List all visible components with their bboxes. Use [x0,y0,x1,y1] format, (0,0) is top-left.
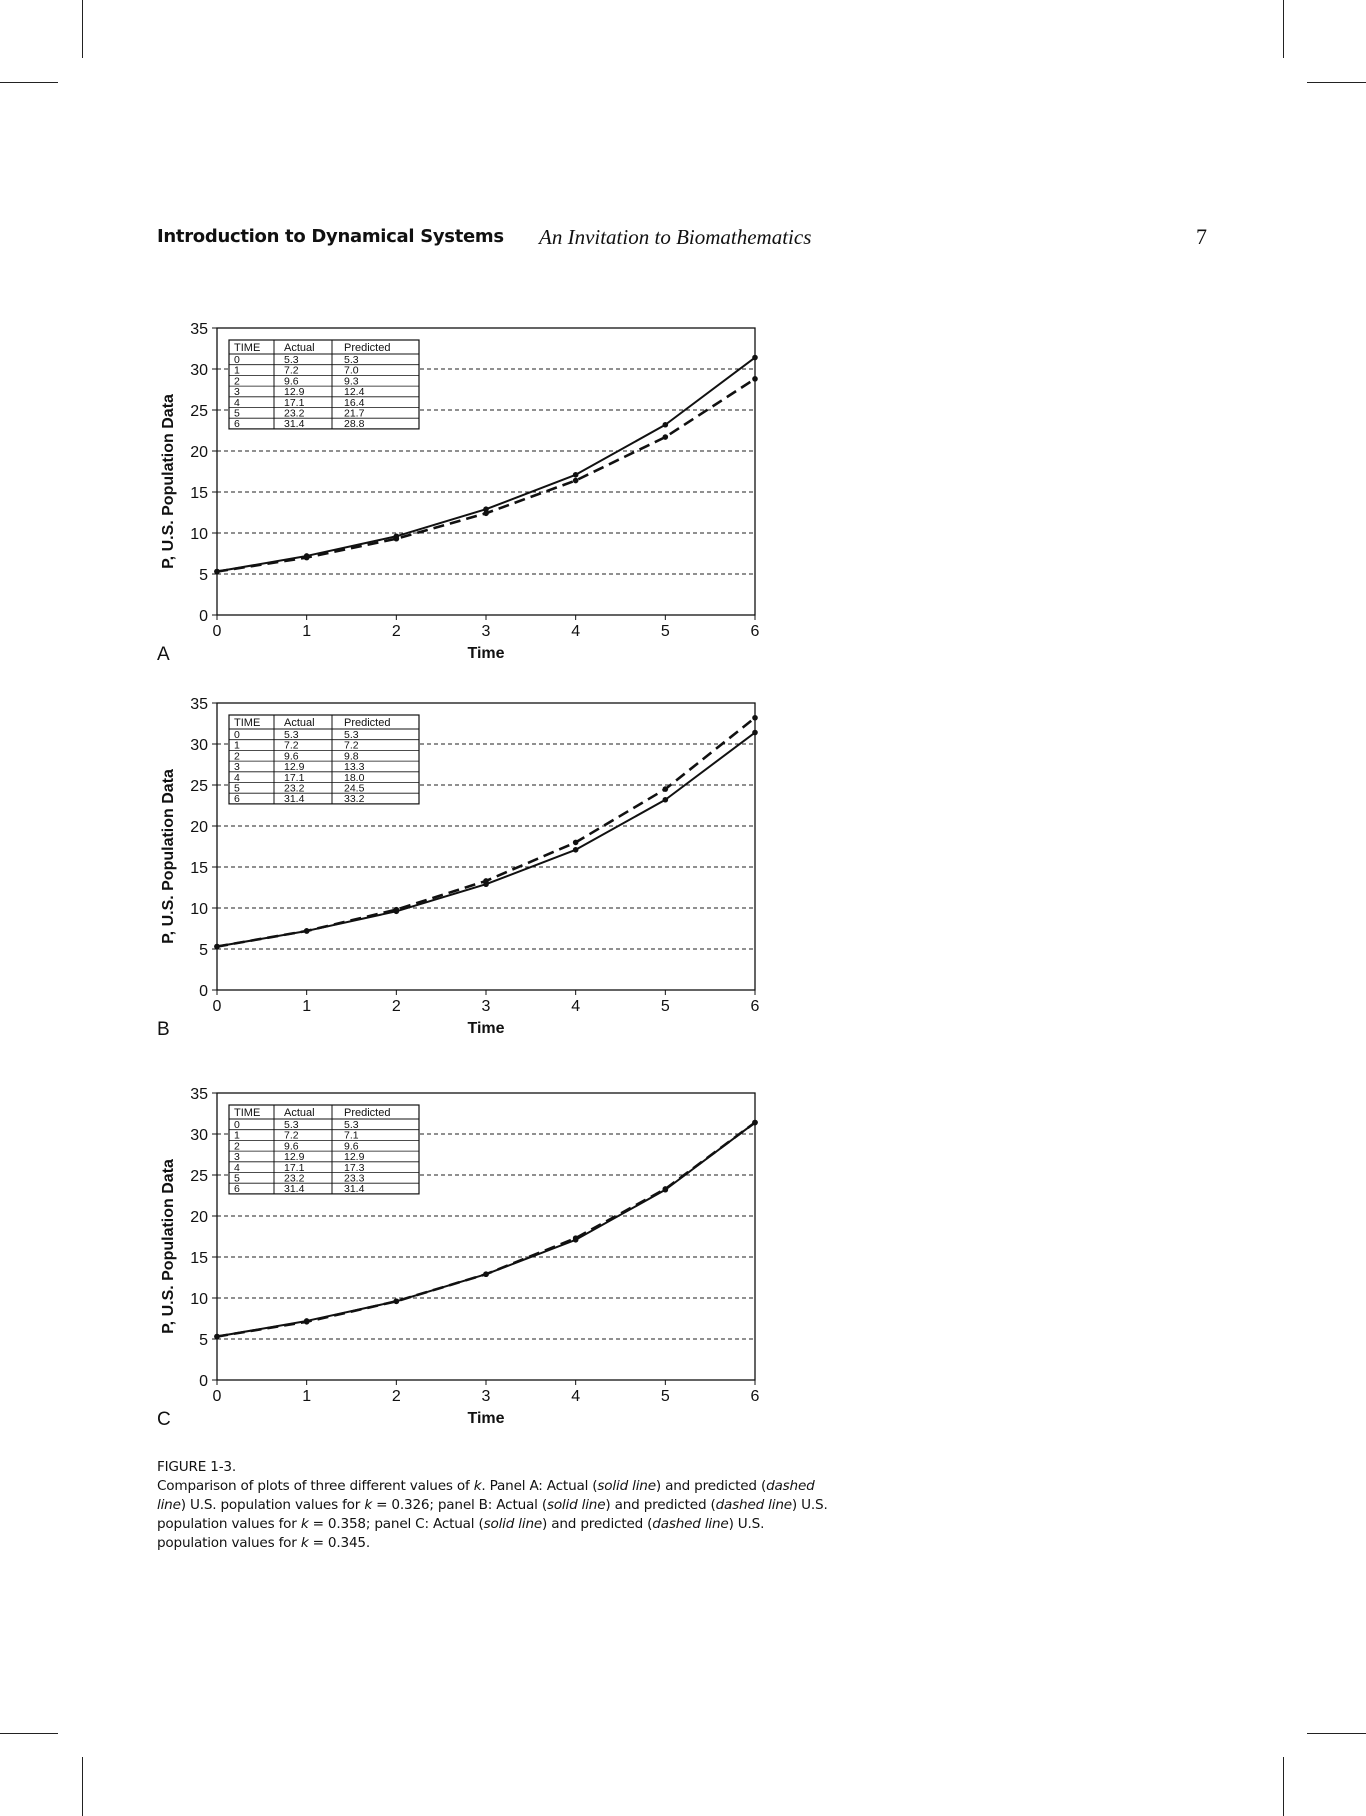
table-cell: 0 [234,1119,240,1131]
x-tick-label: 3 [481,1388,491,1405]
y-tick-label: 5 [199,567,208,584]
x-tick-label: 4 [571,998,581,1015]
y-tick-label: 35 [190,1086,208,1103]
table-cell: 1 [234,739,240,752]
table-cell: 9.6 [344,1140,359,1153]
y-tick-label: 20 [190,819,208,836]
panel-label: C [157,1409,171,1430]
table-cell: 28.8 [344,418,365,431]
x-tick-label: 6 [750,998,760,1015]
predicted-point [394,1298,400,1304]
table-header-cell: Actual [284,717,315,729]
predicted-point [573,1235,579,1241]
predicted-point [752,715,758,721]
table-cell: 3 [234,1151,240,1164]
table-header-cell: Predicted [344,342,391,354]
x-tick-label: 5 [660,1388,670,1405]
table-cell: 23.2 [284,407,305,420]
x-tick-label: 4 [571,623,581,640]
x-tick-label: 6 [750,1388,760,1405]
table-cell: 1 [234,364,240,377]
predicted-point [663,1186,669,1192]
x-tick-label: 0 [212,998,222,1015]
table-cell: 23.3 [344,1172,365,1185]
predicted-point [752,1120,758,1126]
y-tick-label: 25 [190,403,208,420]
table-cell: 23.2 [284,1172,305,1185]
x-axis-label: Time [467,1020,505,1037]
table-header-cell: Predicted [344,1107,391,1119]
x-tick-label: 0 [212,623,222,640]
table-header-cell: TIME [234,717,261,729]
actual-point [663,422,669,428]
page-number: 7 [1196,224,1207,249]
x-tick-label: 2 [391,998,401,1015]
table-cell: 23.2 [284,782,305,795]
table-cell: 9.6 [284,750,299,763]
table-cell: 0 [234,354,240,366]
table-cell: 3 [234,386,240,399]
table-cell: 5.3 [284,1119,299,1131]
table-cell: 13.3 [344,761,365,774]
y-tick-label: 15 [190,485,208,502]
actual-point [573,472,579,478]
y-tick-label: 25 [190,1168,208,1185]
x-tick-label: 2 [391,1388,401,1405]
y-tick-label: 10 [190,526,208,543]
actual-point [752,730,758,736]
x-tick-label: 4 [571,1388,581,1405]
crop-mark [1283,0,1284,58]
x-tick-label: 2 [391,623,401,640]
y-tick-label: 35 [190,696,208,713]
x-tick-label: 0 [212,1388,222,1405]
predicted-point [304,1319,310,1325]
table-cell: 31.4 [284,793,305,806]
actual-point [752,355,758,361]
crop-mark [82,0,83,58]
table-cell: 5 [234,1172,240,1185]
table-header-cell: TIME [234,342,261,354]
predicted-point [304,928,310,934]
y-axis-label: P, U.S. Population Data [160,1159,177,1334]
predicted-point [394,907,400,913]
x-tick-label: 1 [302,998,312,1015]
x-tick-label: 3 [481,998,491,1015]
table-cell: 4 [234,396,240,409]
table-cell: 7.0 [344,364,359,377]
y-tick-label: 0 [199,608,208,625]
table-cell: 5 [234,782,240,795]
predicted-point [214,569,220,575]
table-cell: 12.4 [344,386,365,399]
predicted-point [483,878,489,884]
predicted-point [214,944,220,950]
table-header-cell: Predicted [344,717,391,729]
x-axis-label: Time [467,1410,505,1427]
crop-mark [82,1757,83,1816]
y-tick-label: 30 [190,737,208,754]
table-cell: 9.8 [344,750,359,763]
predicted-point [483,511,489,517]
actual-point [573,847,579,853]
panel-label: A [157,644,170,665]
y-tick-label: 5 [199,942,208,959]
y-tick-label: 30 [190,362,208,379]
crop-mark [1307,82,1366,83]
table-cell: 12.9 [284,386,305,399]
table-cell: 1 [234,1129,240,1142]
table-cell: 2 [234,375,240,388]
book-title: An Invitation to Biomathematics [539,225,812,249]
table-header-cell: Actual [284,1107,315,1119]
y-tick-label: 25 [190,778,208,795]
y-axis-label: P, U.S. Population Data [160,394,177,569]
page-header [157,222,1207,252]
y-tick-label: 10 [190,1291,208,1308]
table-cell: 2 [234,750,240,763]
running-title: Introduction to Dynamical Systems [157,226,504,247]
chart-panel-b [0,695,1366,1050]
table-header-cell: TIME [234,1107,261,1119]
predicted-point [573,478,579,484]
table-cell: 5.3 [284,729,299,741]
table-cell: 6 [234,1183,240,1196]
table-cell: 5.3 [344,354,359,366]
predicted-point [573,840,579,846]
figure-label: FIGURE 1-3. [157,1459,236,1475]
table-cell: 5.3 [344,1119,359,1131]
x-tick-label: 5 [660,623,670,640]
y-tick-label: 20 [190,444,208,461]
predicted-point [304,555,310,561]
table-cell: 17.1 [284,396,305,409]
x-axis-label: Time [467,645,505,662]
table-cell: 6 [234,418,240,431]
crop-mark [0,1733,58,1734]
table-cell: 33.2 [344,793,365,806]
predicted-point [663,786,669,792]
table-cell: 31.4 [284,418,305,431]
table-cell: 24.5 [344,782,365,795]
predicted-point [394,536,400,542]
chart-panel-a [0,320,1366,675]
table-header-cell: Actual [284,342,315,354]
table-cell: 4 [234,771,240,784]
panel-label: B [157,1019,170,1040]
table-cell: 18.0 [344,771,365,784]
table-cell: 5.3 [284,354,299,366]
table-cell: 0 [234,729,240,741]
table-cell: 12.9 [344,1151,365,1164]
x-tick-label: 5 [660,998,670,1015]
figure-caption [157,1458,837,1553]
table-cell: 17.3 [344,1161,365,1174]
predicted-point [663,434,669,440]
predicted-point [483,1271,489,1277]
table-cell: 6 [234,793,240,806]
chart-panel-c [0,1085,1366,1440]
y-tick-label: 0 [199,1373,208,1390]
y-tick-label: 10 [190,901,208,918]
actual-point [663,797,669,803]
table-cell: 21.7 [344,407,365,420]
table-cell: 7.2 [344,739,359,752]
table-cell: 4 [234,1161,240,1174]
table-cell: 9.6 [284,1140,299,1153]
table-cell: 7.2 [284,739,299,752]
y-tick-label: 5 [199,1332,208,1349]
x-tick-label: 1 [302,1388,312,1405]
x-tick-label: 3 [481,623,491,640]
table-cell: 3 [234,761,240,774]
y-tick-label: 15 [190,1250,208,1267]
y-axis-label: P, U.S. Population Data [160,769,177,944]
caption-text: Comparison of plots of three different values of k. Panel A: Actual (solid line) and predicted (dashed line) U.S. population values for k = 0.326; panel B: Actual (solid line) and predicted (dashed line) U.S. population values for k = 0.358; panel C: Actual (solid line) and predicted (dashed line) U.S. population values for k = 0.345. [157,1478,828,1551]
predicted-point [214,1334,220,1340]
table-cell: 31.4 [344,1183,365,1196]
table-cell: 9.3 [344,375,359,388]
crop-mark [0,82,58,83]
table-cell: 9.6 [284,375,299,388]
table-cell: 12.9 [284,1151,305,1164]
table-cell: 5 [234,407,240,420]
crop-mark [1307,1733,1366,1734]
table-cell: 31.4 [284,1183,305,1196]
y-tick-label: 20 [190,1209,208,1226]
table-cell: 2 [234,1140,240,1153]
table-cell: 17.1 [284,1161,305,1174]
y-tick-label: 35 [190,321,208,338]
table-cell: 16.4 [344,396,365,409]
table-cell: 5.3 [344,729,359,741]
table-cell: 7.2 [284,1129,299,1142]
table-cell: 7.2 [284,364,299,377]
crop-mark [1283,1757,1284,1816]
y-tick-label: 30 [190,1127,208,1144]
predicted-point [752,376,758,382]
y-tick-label: 0 [199,983,208,1000]
x-tick-label: 6 [750,623,760,640]
y-tick-label: 15 [190,860,208,877]
table-cell: 12.9 [284,761,305,774]
table-cell: 17.1 [284,771,305,784]
table-cell: 7.1 [344,1129,359,1142]
x-tick-label: 1 [302,623,312,640]
